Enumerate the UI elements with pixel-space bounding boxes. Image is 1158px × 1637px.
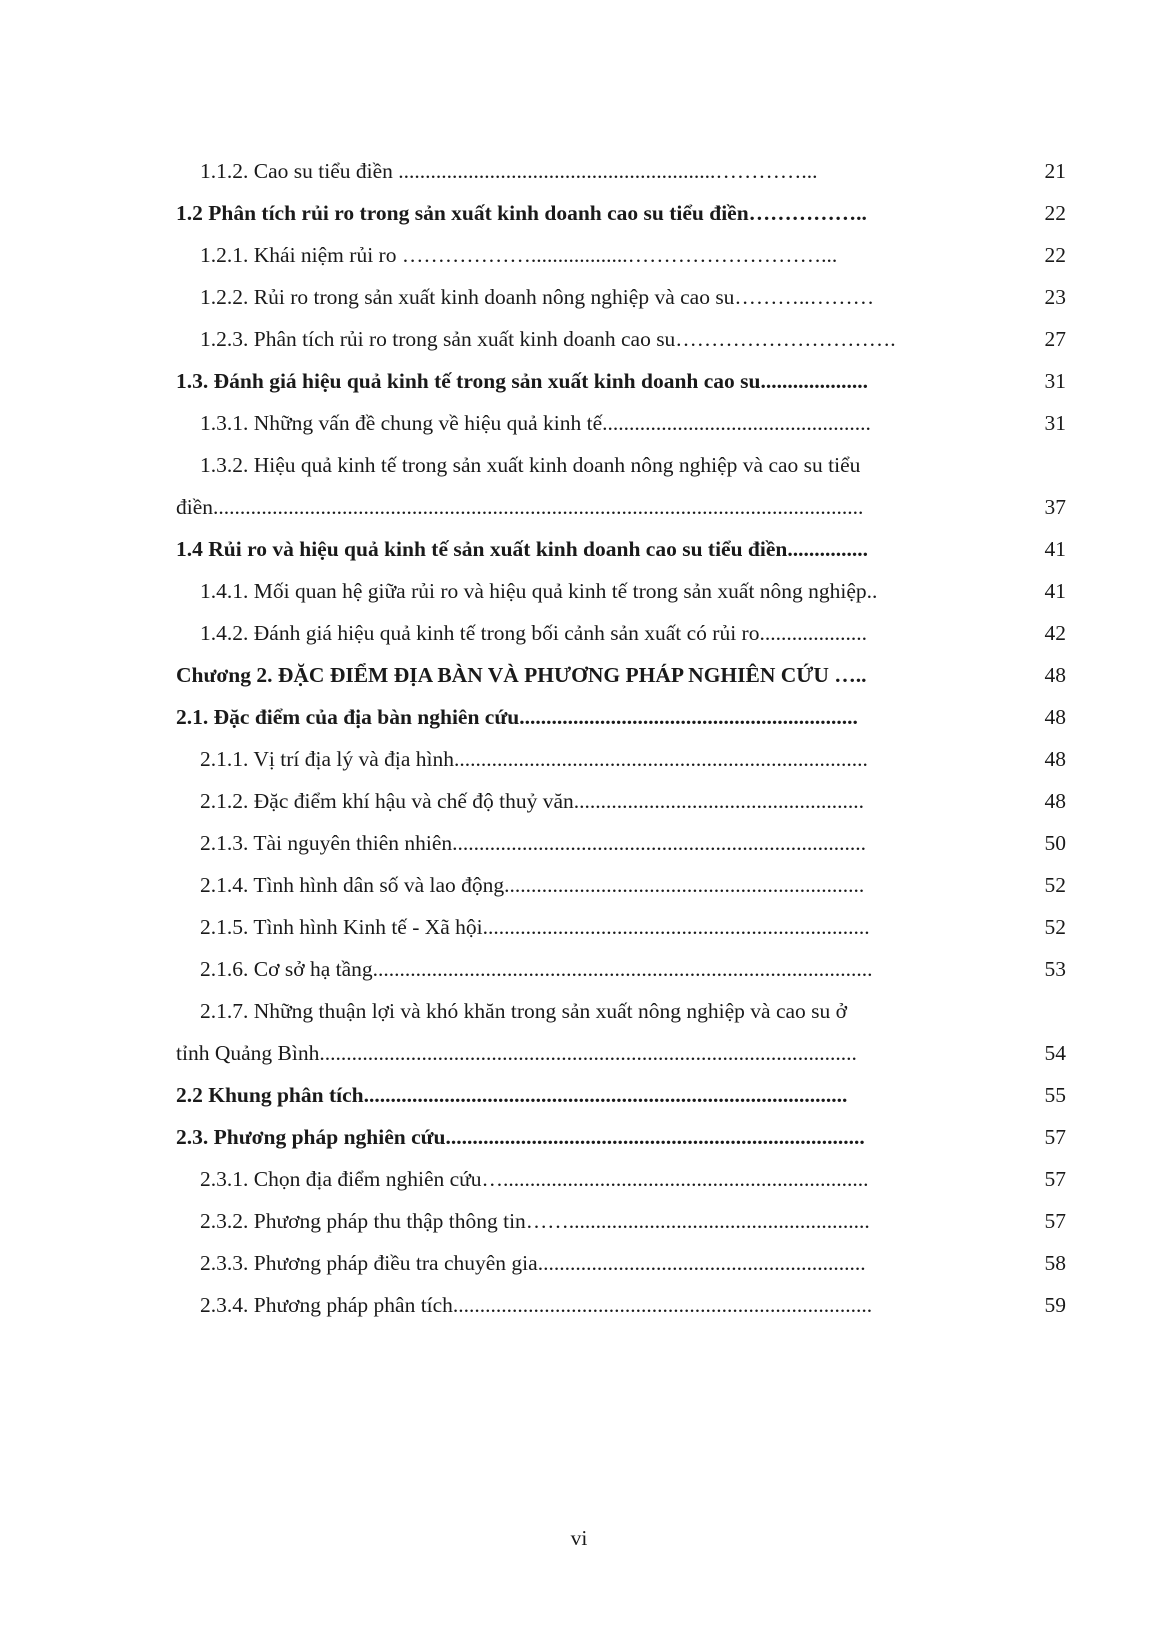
toc-entry-text: 1.3. Đánh giá hiệu quả kinh tế trong sản xuất kinh doanh cao su.................... bbox=[176, 369, 868, 393]
toc-page-number: 31 bbox=[1044, 411, 1066, 435]
toc-page-number: 37 bbox=[1044, 495, 1066, 519]
toc-entry-2-1-2 bbox=[200, 783, 960, 819]
toc-entry-1-3-2-cont bbox=[176, 489, 960, 525]
toc-entry-2-3 bbox=[176, 1119, 960, 1155]
toc-entry-text: 1.2.3. Phân tích rủi ro trong sản xuất kinh doanh cao su…………………………. bbox=[200, 327, 896, 351]
toc-page-number: 48 bbox=[1044, 747, 1066, 771]
toc-entry-2-1 bbox=[176, 699, 960, 735]
toc-entry-text: 2.2 Khung phân tích.......................................................................................... bbox=[176, 1083, 848, 1107]
toc-page-number: 57 bbox=[1044, 1209, 1066, 1233]
toc-entry-text: tỉnh Quảng Bình.................................................................................................... bbox=[176, 1041, 857, 1065]
toc-entry-text: 1.4.2. Đánh giá hiệu quả kinh tế trong bối cảnh sản xuất có rủi ro.................... bbox=[200, 621, 867, 645]
toc-entry-chapter-2 bbox=[176, 657, 960, 693]
toc-entry-2-1-7 bbox=[200, 993, 980, 1029]
toc-entry-1-3-1 bbox=[200, 405, 960, 441]
toc-page-number: 41 bbox=[1044, 537, 1066, 561]
toc-entry-1-2-2 bbox=[200, 279, 960, 315]
toc-page-number: 27 bbox=[1044, 327, 1066, 351]
toc-page-number: 57 bbox=[1044, 1125, 1066, 1149]
toc-entry-text: 2.1.1. Vị trí địa lý và địa hình............................................................................. bbox=[200, 747, 868, 771]
toc-entry-2-1-6 bbox=[200, 951, 960, 987]
toc-entry-text: 1.3.2. Hiệu quả kinh tế trong sản xuất kinh doanh nông nghiệp và cao su tiểu bbox=[200, 453, 861, 477]
toc-entry-1-4-1 bbox=[200, 573, 960, 609]
toc-entry-2-2 bbox=[176, 1077, 960, 1113]
toc-page-number: 52 bbox=[1044, 915, 1066, 939]
toc-page-number: 48 bbox=[1044, 663, 1066, 687]
toc-page-number: 31 bbox=[1044, 369, 1066, 393]
toc-entry-2-1-7-cont bbox=[176, 1035, 960, 1071]
toc-entry-text: Chương 2. ĐẶC ĐIỂM ĐỊA BÀN VÀ PHƯƠNG PHÁP NGHIÊN CỨU ….. bbox=[176, 663, 867, 687]
toc-entry-1-4-2 bbox=[200, 615, 960, 651]
toc-entry-text: 1.1.2. Cao su tiểu điền ...........................................................…………... bbox=[200, 159, 818, 183]
toc-entry-text: 2.3.4. Phương pháp phân tích.............................................................................. bbox=[200, 1293, 873, 1317]
toc-entry-1-3-2 bbox=[200, 447, 960, 483]
toc-entry-2-1-4 bbox=[200, 867, 960, 903]
toc-entry-text: 2.3.3. Phương pháp điều tra chuyên gia............................................................. bbox=[200, 1251, 866, 1275]
toc-entry-text: 1.4.1. Mối quan hệ giữa rủi ro và hiệu quả kinh tế trong sản xuất nông nghiệp.. bbox=[200, 579, 878, 603]
toc-entry-2-3-1 bbox=[200, 1161, 960, 1197]
toc-page-number: 22 bbox=[1044, 201, 1066, 225]
page-footer-number: vi bbox=[570, 1526, 588, 1550]
toc-page-number: 23 bbox=[1044, 285, 1066, 309]
toc-page-number: 22 bbox=[1044, 243, 1066, 267]
toc-entry-2-3-4 bbox=[200, 1287, 960, 1323]
toc-entry-2-1-3 bbox=[200, 825, 960, 861]
toc-entry-text: 2.3.1. Chọn địa điểm nghiên cứu….................................................................... bbox=[200, 1167, 869, 1191]
toc-page-number: 58 bbox=[1044, 1251, 1066, 1275]
toc-page-number: 53 bbox=[1044, 957, 1066, 981]
toc-entry-text: 1.2.2. Rủi ro trong sản xuất kinh doanh nông nghiệp và cao su………..……… bbox=[200, 285, 875, 309]
toc-entry-text: 2.1.6. Cơ sở hạ tầng............................................................................................. bbox=[200, 957, 873, 981]
toc-page-number: 52 bbox=[1044, 873, 1066, 897]
toc-entry-text: 2.3. Phương pháp nghiên cứu.............................................................................. bbox=[176, 1125, 865, 1149]
toc-entry-text: 2.1.7. Những thuận lợi và khó khăn trong sản xuất nông nghiệp và cao su ở bbox=[200, 999, 848, 1023]
toc-entry-1-2 bbox=[176, 195, 960, 231]
toc-entry-text: 1.2.1. Khái niệm rủi ro ………………..................………………………... bbox=[200, 243, 838, 267]
toc-entry-2-1-1 bbox=[200, 741, 960, 777]
toc-entry-1-2-1 bbox=[200, 237, 960, 273]
toc-entry-text: 1.4 Rủi ro và hiệu quả kinh tế sản xuất kinh doanh cao su tiểu điền............... bbox=[176, 537, 868, 561]
toc-entry-1-1-2 bbox=[200, 153, 960, 189]
toc-page-number: 55 bbox=[1044, 1083, 1066, 1107]
toc-entry-text: 2.1.2. Đặc điểm khí hậu và chế độ thuỷ văn...................................................... bbox=[200, 789, 865, 813]
toc-entry-text: 1.2 Phân tích rủi ro trong sản xuất kinh doanh cao su tiểu điền…………….. bbox=[176, 201, 867, 225]
toc-entry-text: 2.1.5. Tình hình Kinh tế - Xã hội........................................................................ bbox=[200, 915, 870, 939]
toc-entry-text: 2.3.2. Phương pháp thu thập thông tin……........................................................ bbox=[200, 1209, 870, 1233]
toc-page-number: 48 bbox=[1044, 789, 1066, 813]
toc-entry-2-3-2 bbox=[200, 1203, 960, 1239]
toc-entry-text: 1.3.1. Những vấn đề chung về hiệu quả kinh tế.................................................. bbox=[200, 411, 871, 435]
toc-entry-1-4 bbox=[176, 531, 960, 567]
toc-page-number: 48 bbox=[1044, 705, 1066, 729]
toc-page-number: 42 bbox=[1044, 621, 1066, 645]
toc-entry-2-3-3 bbox=[200, 1245, 960, 1281]
toc-page-number: 57 bbox=[1044, 1167, 1066, 1191]
toc-entry-1-2-3 bbox=[200, 321, 960, 357]
toc-page-number: 54 bbox=[1044, 1041, 1066, 1065]
toc-entry-2-1-5 bbox=[200, 909, 960, 945]
toc-page-number: 50 bbox=[1044, 831, 1066, 855]
toc-entry-text: 2.1.3. Tài nguyên thiên nhiên............................................................................. bbox=[200, 831, 867, 855]
toc-entry-text: điền......................................................................................................................... bbox=[176, 495, 864, 519]
toc-entry-text: 2.1.4. Tình hình dân số và lao động................................................................... bbox=[200, 873, 865, 897]
toc-entry-1-3 bbox=[176, 363, 960, 399]
toc-page-number: 59 bbox=[1044, 1293, 1066, 1317]
toc-page-number: 21 bbox=[1044, 159, 1066, 183]
toc-entry-text: 2.1. Đặc điểm của địa bàn nghiên cứu............................................................... bbox=[176, 705, 858, 729]
toc-page-number: 41 bbox=[1044, 579, 1066, 603]
